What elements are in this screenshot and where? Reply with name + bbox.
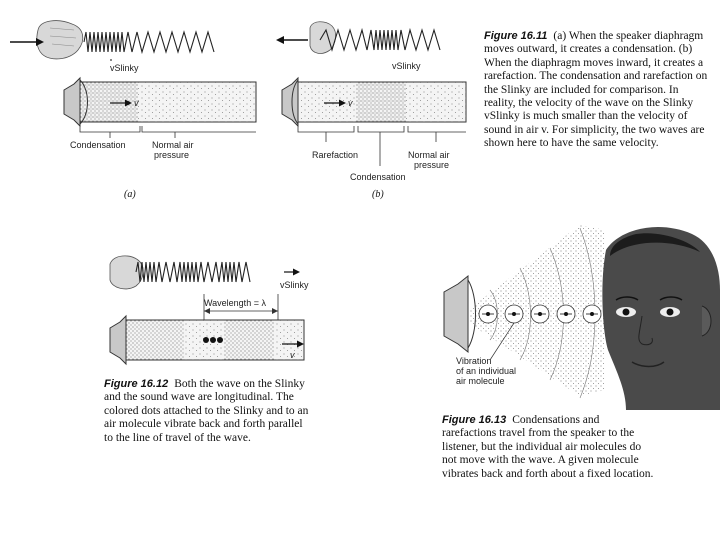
normal-pressure-label-line1: Normal air [408,150,450,160]
vibration-label-line1: Vibration [456,356,492,366]
condensation-bracket [80,126,140,138]
normal-pressure-label-line2: pressure [154,150,190,160]
slinky-coil [320,30,440,50]
figure-16-13-caption [442,414,656,481]
listener-face-icon [602,227,720,410]
normal-pressure-label-line2: pressure [414,160,450,170]
figure-label: Figure 16.13 [442,414,507,426]
sound-velocity-label: v [134,98,139,108]
figure-16-11b [268,0,468,215]
wavelength-label: Wavelength = λ [204,298,266,308]
panel-letter-b: (b) [372,189,384,200]
rarefaction-label: Rarefaction [312,150,359,160]
panel-letter-a: (a) [124,189,136,200]
condensation-label: Condensation [70,140,126,150]
figure-16-12-caption [104,378,310,445]
hand-icon [37,21,83,59]
caption-text: (a) When the speaker diaphragm moves outward, it creates a condensation. (b) When the diaphragm moves inward, it creates a rarefaction. The condensation and rarefaction on the Slinky are included for comparison. In reality, the velocity of the wave on the Slinky vSlinky is much smaller than the velocity of sound in air v. For simplicity, the two waves are shown here to have the same velocity. [484,30,708,150]
figure-16-11a [0,0,260,215]
figure-16-11b-drawing [268,0,468,215]
figure-16-11-caption [484,30,712,151]
speaker-icon [64,78,80,126]
figure-16-13 [430,220,720,410]
molecule-dot [203,337,209,343]
figure-label: Figure 16.11 [484,30,548,42]
figure-16-12-drawing [100,250,310,380]
slinky-velocity-label: vSlinky [110,63,139,73]
speaker-icon [110,316,126,364]
slinky-coil [136,262,250,282]
rarefaction-bracket [298,126,354,142]
sound-velocity-label: v [348,98,353,108]
slinky-velocity-label: vSlinky [392,61,421,71]
figure-16-11a-drawing [0,0,260,215]
sound-velocity-label: v [290,350,295,360]
slinky-velocity-label: vSlinky [280,280,309,290]
condensation-bracket [358,126,404,166]
vibration-label-line3: air molecule [456,376,505,386]
speaker-icon [282,78,298,126]
caption-text: Condensations and rarefactions travel from the speaker to the listener, but the individual air molecules do not move with the wave. A given molecule vibrates back and forth about a fixed location. [442,414,654,480]
slinky-coil [84,32,214,52]
figure-16-12 [100,250,310,380]
molecule-dot [217,337,223,343]
normal-pressure-bracket [142,126,256,138]
condensation-label: Condensation [350,172,406,182]
normal-pressure-bracket [408,126,466,142]
normal-pressure-label-line1: Normal air [152,140,194,150]
hand-icon [110,256,143,289]
speaker-icon [444,276,468,352]
caption-text: Both the wave on the Slinky and the sound wave are longitudinal. The colored dots attached to the Slinky and to an air molecule vibrate back and forth parallel to the line of travel of the wave. [104,378,309,444]
vibration-label-line2: of an individual [456,366,517,376]
molecule-dot [210,337,216,343]
figure-label: Figure 16.12 [104,378,169,390]
